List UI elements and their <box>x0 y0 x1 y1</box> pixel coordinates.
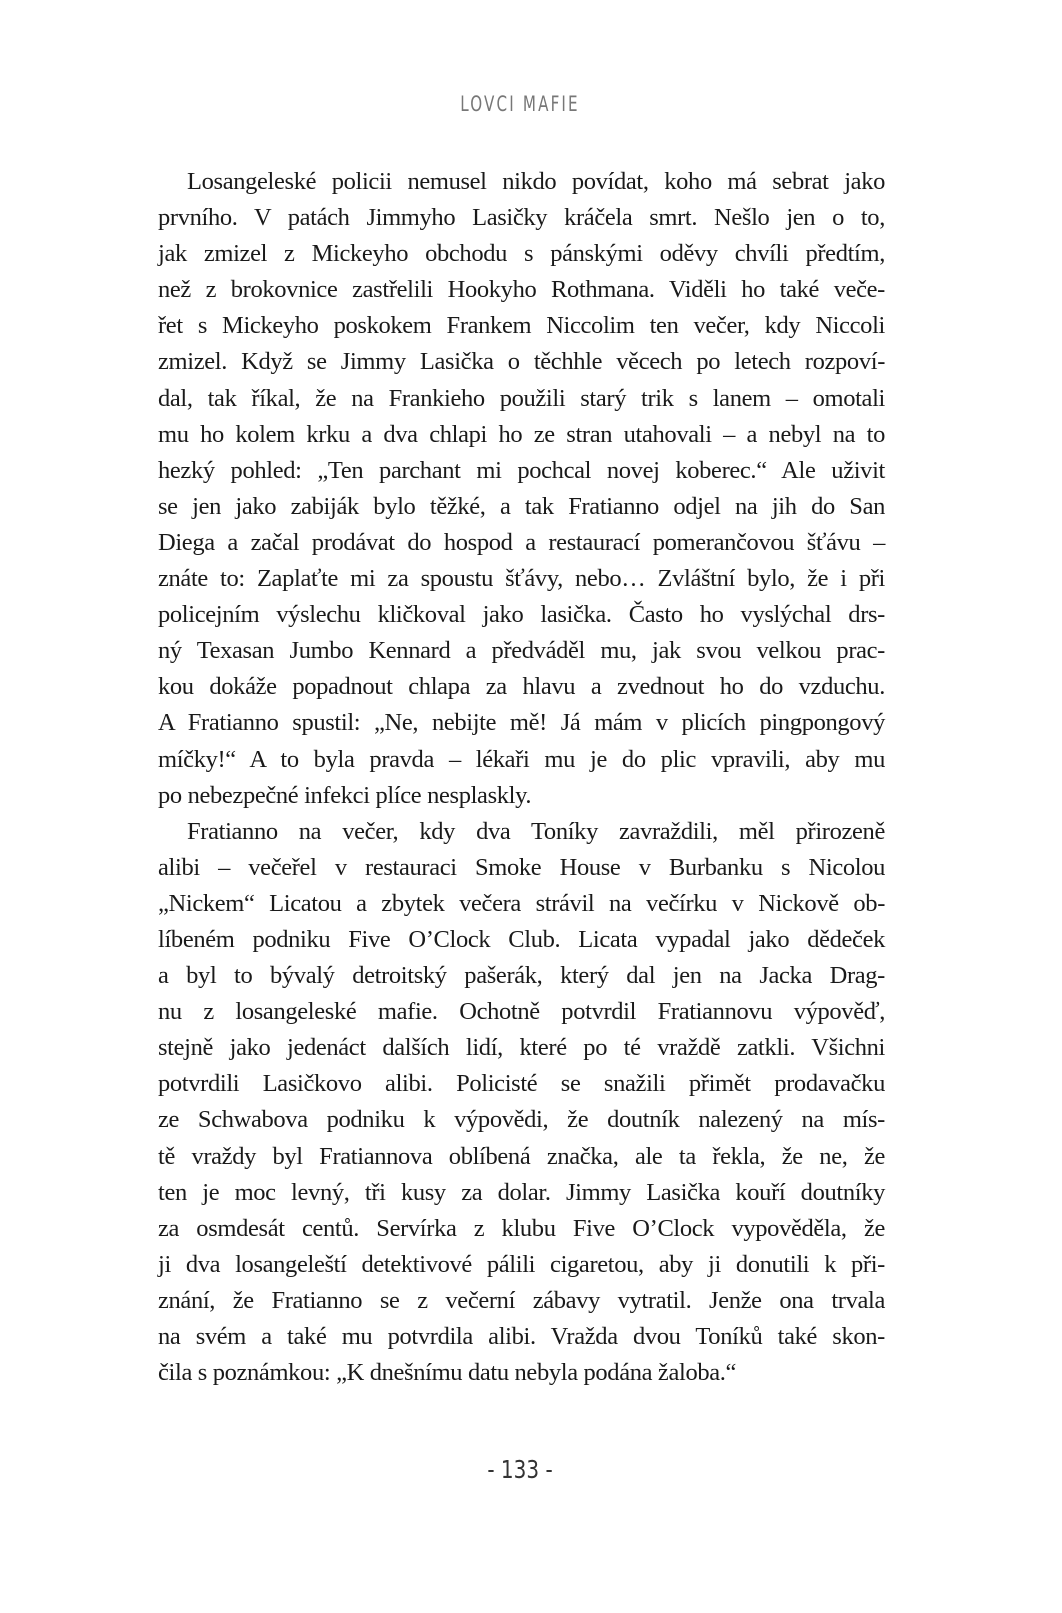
text-line: stejně jako jedenáct dalších lidí, které po té vraždě zatkli. Všichni <box>158 1034 885 1062</box>
paragraph <box>158 164 885 814</box>
text-line: hezký pohled: „Ten parchant mi pochcal novej koberec.“ Ale uživit <box>158 456 885 484</box>
text-line: míčky!“ A to byla pravda – lékaři mu je do plic vpravili, aby mu <box>158 745 885 773</box>
text-line: a byl to bývalý detroitský pašerák, který dal jen na Jacka Drag- <box>158 962 885 990</box>
text-line: Fratianno na večer, kdy dva Toníky zavraždili, měl přirozeně <box>187 817 885 845</box>
text-line: jak zmizel z Mickeyho obchodu s pánskými oděvy chvíli předtím, <box>158 240 885 268</box>
text-line: ji dva losangeleští detektivové pálili cigaretou, aby ji donutili k při- <box>158 1250 885 1278</box>
text-line: Losangeleské policii nemusel nikdo povídat, koho má sebrat jako <box>187 168 885 195</box>
text-line: ný Texasan Jumbo Kennard a předváděl mu, jak svou velkou prac- <box>158 637 885 665</box>
text-line: dal, tak říkal, že na Frankieho použili starý trik s lanem – omotali <box>158 384 885 412</box>
text-line: než z brokovnice zastřelili Hookyho Rothmana. Viděli ho také veče- <box>158 276 885 304</box>
text-line: po nebezpečné infekci plíce nesplaskly. <box>158 781 532 809</box>
running-header: LOVCI MAFIE <box>460 92 580 116</box>
text-line: znání, že Fratianno se z večerní zábavy vytratil. Jenže ona trvala <box>158 1286 885 1314</box>
text-line: mu ho kolem krku a dva chlapi ho ze stran utahovali – a nebyl na to <box>158 420 885 448</box>
page-number: - 133 - <box>487 1455 553 1484</box>
text-line: se jen jako zabiják bylo těžké, a tak Fratianno odjel na jih do San <box>158 492 885 520</box>
text-line: potvrdili Lasičkovo alibi. Policisté se snažili přimět prodavačku <box>158 1070 885 1098</box>
text-line: Diega a začal prodávat do hospod a restaurací pomerančovou šťávu – <box>158 528 885 556</box>
text-line: řet s Mickeyho poskokem Frankem Niccolim ten večer, kdy Niccoli <box>158 312 885 340</box>
text-line: nu z losangeleské mafie. Ochotně potvrdil Fratiannovu výpověď, <box>158 998 885 1026</box>
text-line: zmizel. Když se Jimmy Lasička o těchhle věcech po letech rozpoví- <box>158 348 885 376</box>
text-line: alibi – večeřel v restauraci Smoke House v Burbanku s Nicolou <box>158 853 885 881</box>
text-line: ten je moc levný, tři kusy za dolar. Jimmy Lasička kouří doutníky <box>158 1178 885 1206</box>
text-line: „Nickem“ Licatou a zbytek večera strávil na večírku v Nickově ob- <box>158 889 885 917</box>
text-line: ze Schwabova podniku k výpovědi, že doutník nalezený na mís- <box>158 1106 885 1134</box>
text-line: znáte to: Zaplaťte mi za spoustu šťávy, nebo… Zvláštní bylo, že i při <box>158 565 885 593</box>
text-line: tě vraždy byl Fratiannova oblíbená značka, ale ta řekla, že ne, že <box>158 1142 885 1170</box>
text-line: čila s poznámkou: „K dnešnímu datu nebyla podána žaloba.“ <box>158 1359 737 1387</box>
body-text <box>158 164 885 1391</box>
text-line: kou dokáže popadnout chlapa za hlavu a zvednout ho do vzduchu. <box>158 673 885 701</box>
paragraph <box>158 814 885 1392</box>
text-line: za osmdesát centů. Servírka z klubu Five O’Clock vypověděla, že <box>158 1214 885 1242</box>
text-line: A Fratianno spustil: „Ne, nebijte mě! Já mám v plicích pingpongový <box>158 709 885 737</box>
text-line: prvního. V patách Jimmyho Lasičky kráčela smrt. Nešlo jen o to, <box>158 204 885 232</box>
text-line: líbeném podniku Five O’Clock Club. Licata vypadal jako dědeček <box>158 925 885 953</box>
text-line: policejním výslechu kličkoval jako lasička. Často ho vyslýchal drs- <box>158 601 885 629</box>
text-line: na svém a také mu potvrdila alibi. Vražda dvou Toníků také skon- <box>158 1323 885 1350</box>
